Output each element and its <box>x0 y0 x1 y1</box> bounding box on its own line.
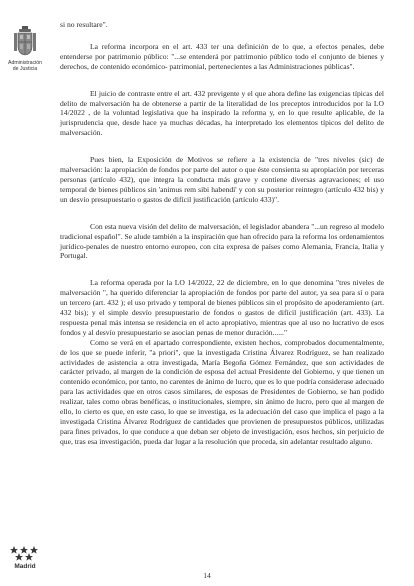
organization-name-line1: Administración <box>7 60 43 66</box>
page-number: 14 <box>203 571 211 580</box>
organization-name <box>0 60 50 72</box>
paragraph-juicio-contraste: El juicio de contraste entre el art. 432 previgente y el que ahora define las exigencias típicas del delito de malversación ha de obtenerse a partir de la literalidad de los preceptos introducidos por la LO 14/2022 , de la voluntad legislativa que ha inspirado la reforma y, en lo que resulte aplicable, de la jurisprudencia que, desde hace ya muchas décadas, ha interpretado los elementos típicos del delito de malversación. <box>60 88 384 138</box>
madrid-comunidad-logo-icon <box>9 544 39 562</box>
paragraph-exposicion-motivos: Pues bien, la Exposición de Motivos se refiere a la existencia de "tres niveles (sic) de malversación: la apropiación de fondos por parte del autor o que éste consienta su apropiación por terceras personas (artículo 432), que integra la conducta más grave y contiene diversas agravaciones; el uso temporal de bienes públicos sin 'animus rem sibi habendi' y con su posterior reintegro (artículo 432 bis) y un desvío presupuestario o gastos de difícil justificación (artículo 433)". <box>60 155 384 204</box>
paragraph-nueva-vision: Con esta nueva visión del delito de malversación, el legislador abandera "...un regreso al modelo tradicional español". Se alude también a la inspiración que han ofrecido para la reforma los ordenamientos jurídico-penales de nuestro entorno europeo, con cita expresa de países como Alemania, Francia, Italia y Portugal. <box>60 221 384 261</box>
paragraph-hechos-investigados: Como se verá en el apartado correspondiente, existen hechos, comprobados documentalmente, de los que se puede inferir, "a priori", que la investigada Cristina Álvarez Rodríguez, se han realizado actividades de asistencia a otra investigada, María Begoña Gómez Fernández, que son actividades de carácter privado, al margen de la condición de esposa del actual Presidente del Gobierno, y que tienen un contenido económico, por tanto, no carentes de ánimo de lucro, que es lo que podría considerase adecuado para las actividades que en otros casos similares, de esposas de Presidentes de Gobierno, se han podido realizar, tales como obras benéficas, o institucionales, siempre, sin ánimo de lucro, pero que al margen de ello, lo cierto es que, en este caso, lo que se investiga, es la adecuación del caso que implica el pago a la investigada Cristina Álvarez Rodríguez de cantidades que provienen de presupuestos públicos, utilizadas para fines privados, lo que conduce a que deban ser objeto de investigación, esos hechos, sin perjuicio de que, tras esa investigación, pueda dar lugar a la resolución que proceda, sin adelantar resultado alguno. <box>60 337 384 446</box>
paragraph-reforma-operada: La reforma operada por la LO 14/2022, 22 de diciembre, en lo que denomina "tres niveles de malversación ", ha querido diferenciar la apropiación de fondos por parte del autor, ya sea para sí o para un tercero (art. 432 ); el uso privado y temporal de bienes públicos sin el propósito de apoderamiento (art. 432 bis); y el simple desvío presupuestario de fondos o gastos de difícil justificación (art. 433). La respuesta penal más intensa se residencia en el acto apropiativo, mientras que al uso no lucrativo de esos fondos y al desvío presupuestario se asocian penas de menor duración......" <box>60 278 384 337</box>
document-body <box>60 20 384 447</box>
left-margin-branding <box>0 0 50 586</box>
paragraph-patrimonio-publico: La reforma incorpora en el art. 433 ter una definición de lo que, a efectos penales, debe entenderse por patrimonio público: "...se entenderá por patrimonio público todo el conjunto de bienes y derechos, de contenido económico- patrimonial, pertenecientes a las Administraciones públicas". <box>60 41 384 71</box>
madrid-label: Madrid <box>14 563 36 570</box>
organization-name-line2: de Justicia <box>12 66 38 72</box>
coat-of-arms-icon <box>12 26 38 56</box>
paragraph-continuation: si no resultare". <box>60 20 108 29</box>
